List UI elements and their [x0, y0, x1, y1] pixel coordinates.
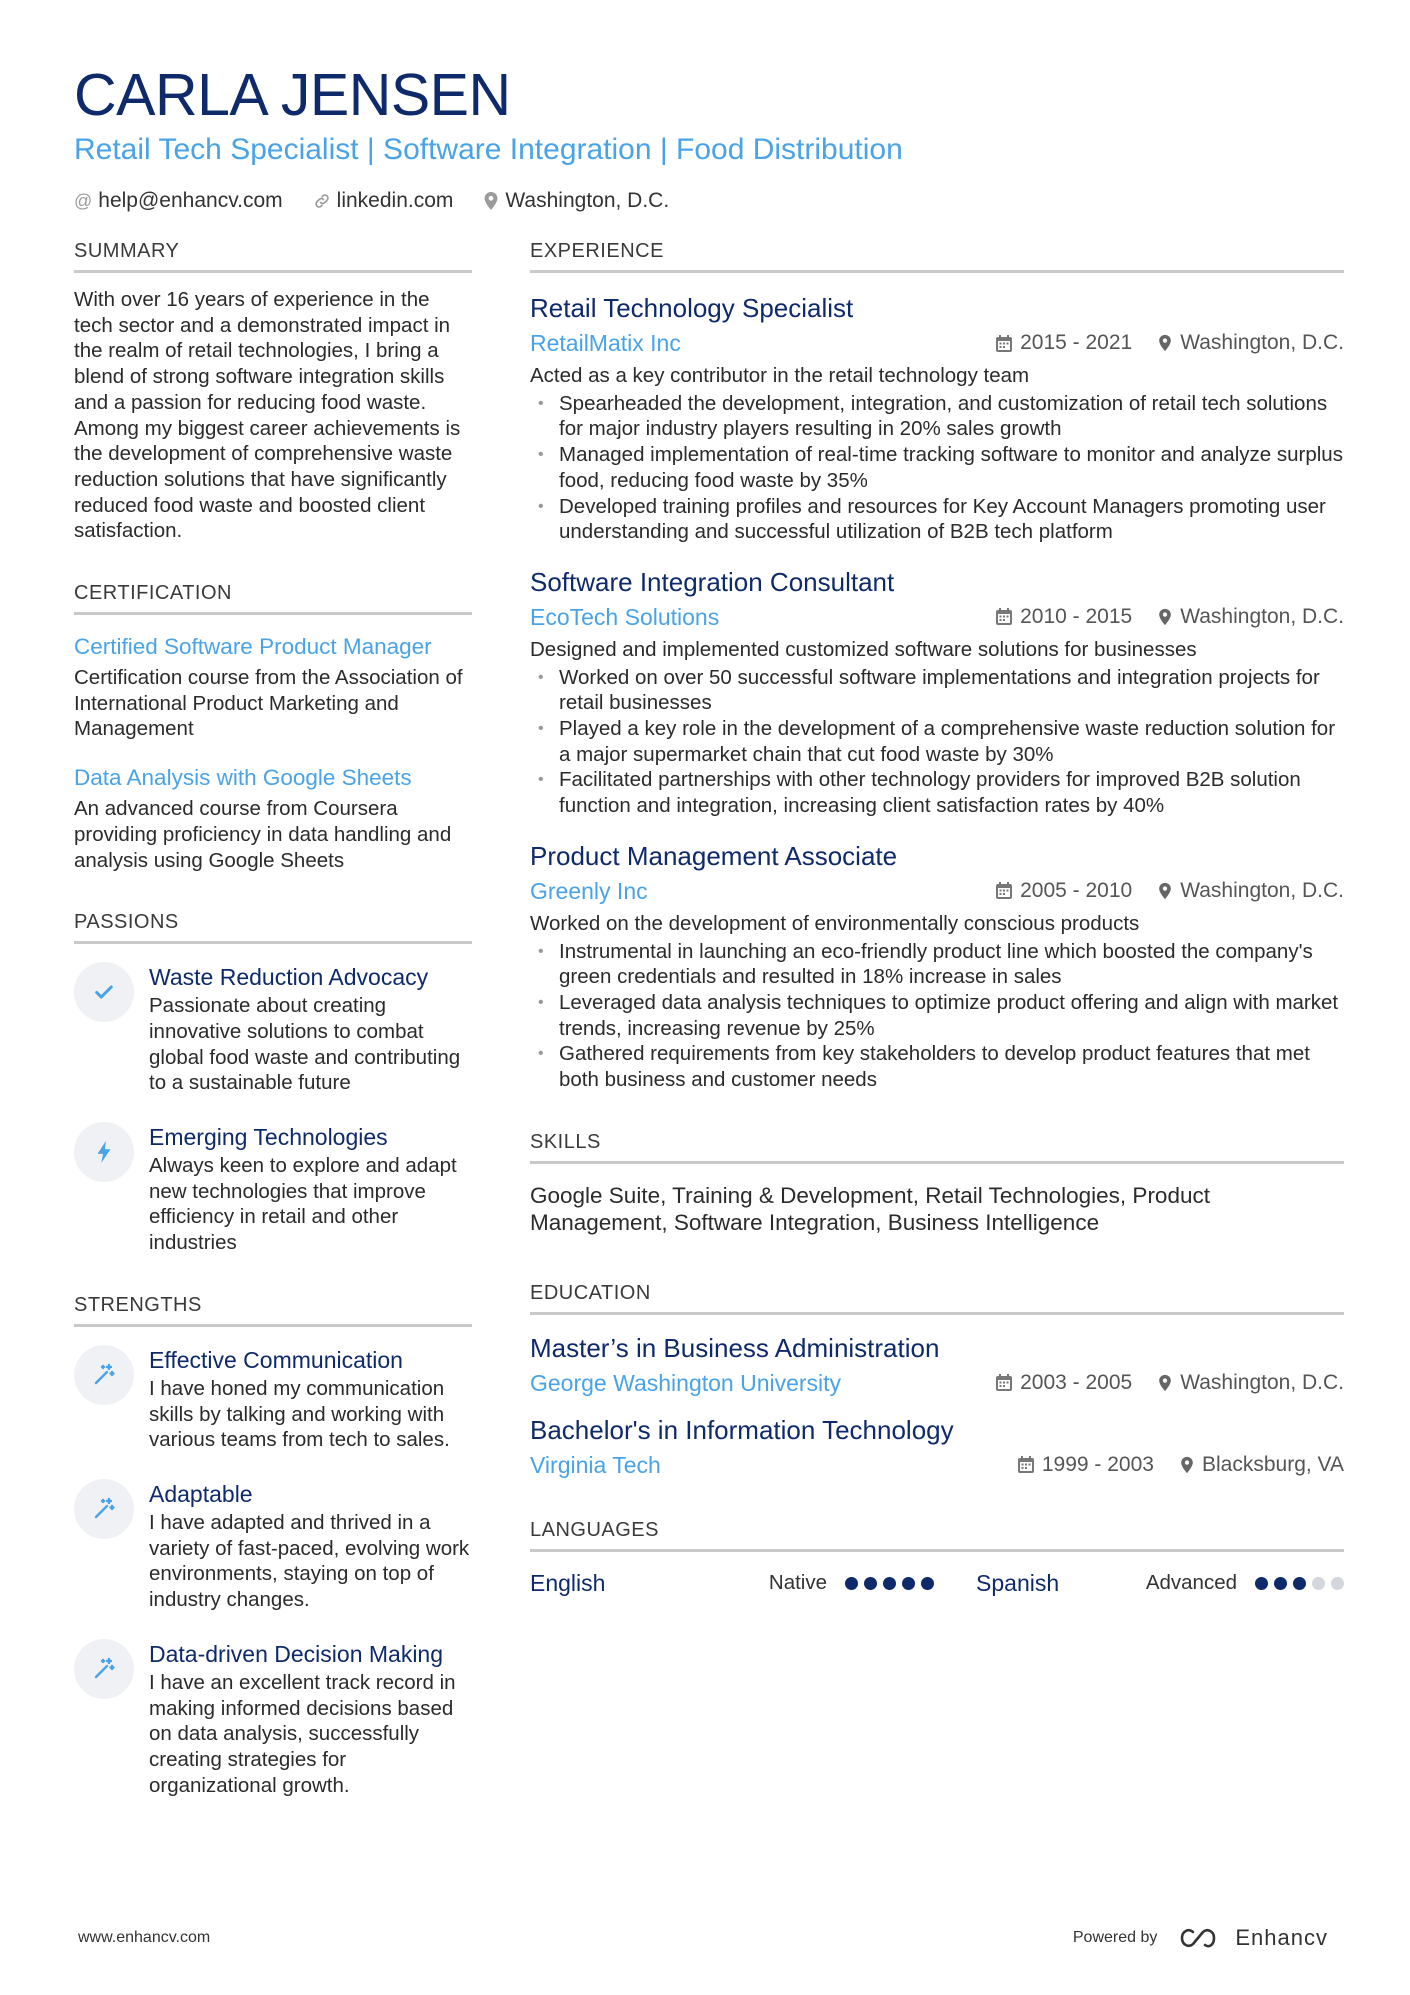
calendar-icon: [996, 882, 1012, 899]
company-name: RetailMatix Inc: [530, 330, 681, 356]
education-entry: [530, 1413, 1344, 1481]
job-bullet: • Leveraged data analysis techniques to optimize product offering and align with market trends, increasing revenue by 25%: [530, 990, 1344, 1041]
language-rating: [845, 1577, 934, 1590]
contact-linkedin[interactable]: [313, 186, 454, 216]
strength-item: [74, 1345, 472, 1453]
resume-header: [74, 60, 1344, 216]
passion-title: Emerging Technologies: [149, 1124, 388, 1151]
certification-desc: An advanced course from Coursera providing proficiency in data handling and analysis using Google Sheets: [74, 797, 452, 872]
rating-dot-filled: [1274, 1577, 1287, 1590]
company-name: Greenly Inc: [530, 877, 648, 904]
contact-location-text: Washington, D.C.: [505, 189, 670, 212]
summary-section: [74, 238, 472, 544]
location-pin-icon: [1158, 608, 1172, 626]
strength-desc: I have adapted and thrived in a variety of fast-paced, evolving work environments, staying on top of industry changes.: [149, 1510, 470, 1612]
job-bullet: • Instrumental in launching an eco-friendly product line which boosted the company's green credentials and resulted in 18% increase in sales: [530, 939, 1344, 990]
job-bullet: • Managed implementation of real-time tracking software to monitor and analyze surplus food, reducing food waste by 35%: [530, 442, 1344, 493]
contact-list: [74, 186, 1344, 216]
certification-title: Data Analysis with Google Sheets: [74, 765, 412, 791]
right-column: [530, 238, 1344, 1633]
skills-heading: SKILLS: [530, 1129, 1344, 1164]
job-location: Washington, D.C.: [1180, 604, 1344, 628]
magic-wand-icon: [74, 1345, 134, 1405]
certification-item: [74, 631, 472, 742]
magic-wand-icon: [74, 1479, 134, 1539]
summary-text: With over 16 years of experience in the tech sector and a demonstrated impact in the realm of retail technologies, I bring a blend of strong software integration skills and a passion for reducing food waste. Among my biggest career achievements is the development of comprehensive waste reduction solutions that have significantly reduced food waste and boosted client satisfaction.: [74, 288, 461, 543]
education-dates: 2003 - 2005: [1020, 1370, 1133, 1394]
education-dates: 1999 - 2003: [1041, 1452, 1154, 1476]
certification-item: [74, 762, 472, 873]
strength-title: Effective Communication: [149, 1346, 403, 1373]
rating-dot-filled: [864, 1577, 877, 1590]
summary-heading: SUMMARY: [74, 238, 472, 273]
location-pin-icon: [1158, 1374, 1172, 1392]
experience-heading: EXPERIENCE: [530, 238, 1344, 273]
education-section: [530, 1280, 1344, 1481]
job-title: Product Management Associate: [530, 840, 898, 871]
skills-section: [530, 1129, 1344, 1236]
passion-item: [74, 962, 472, 1096]
contact-email[interactable]: [74, 186, 283, 216]
job-summary: Worked on the development of environmentally conscious products: [530, 911, 1140, 935]
strengths-heading: STRENGTHS: [74, 1292, 472, 1327]
rating-dot-filled: [902, 1577, 915, 1590]
certification-section: [74, 580, 472, 873]
location-pin-icon: [1180, 1456, 1194, 1474]
passion-desc: Always keen to explore and adapt new technologies that improve efficiency in retail and other industries: [149, 1154, 457, 1255]
rating-dot-filled: [921, 1577, 934, 1590]
lightning-icon: [74, 1122, 134, 1182]
language-level: Advanced: [1145, 1571, 1237, 1595]
company-name: EcoTech Solutions: [530, 603, 720, 630]
passions-section: [74, 909, 472, 1256]
link-icon: [313, 192, 331, 210]
strength-item: [74, 1479, 472, 1613]
contact-email-text: help@enhancv.com: [98, 189, 283, 212]
strength-title: Adaptable: [149, 1480, 253, 1507]
candidate-name: CARLA JENSEN: [74, 62, 511, 128]
calendar-icon: [1018, 1456, 1034, 1473]
calendar-icon: [996, 335, 1012, 352]
strengths-section: [74, 1292, 472, 1798]
rating-dot-empty: [1312, 1577, 1325, 1590]
job-title: Retail Technology Specialist: [530, 293, 854, 323]
job-dates: 2015 - 2021: [1020, 331, 1133, 354]
passion-desc: Passionate about creating innovative solutions to combat global food waste and contributing to a sustainable future: [149, 994, 461, 1095]
job-title: Software Integration Consultant: [530, 566, 895, 597]
rating-dot-filled: [883, 1577, 896, 1590]
language-name: English: [530, 1569, 606, 1596]
language-item: [934, 1570, 1344, 1597]
job-location: Washington, D.C.: [1180, 878, 1344, 902]
contact-location: [483, 186, 669, 216]
location-pin-icon: [483, 192, 499, 210]
magic-wand-icon: [74, 1639, 134, 1699]
brand-logo[interactable]: [1179, 1925, 1328, 1951]
certification-desc: Certification course from the Association of International Product Marketing and Management: [74, 666, 463, 741]
job-bullet: • Gathered requirements from key stakeholders to develop product features that met both business and customer needs: [530, 1041, 1344, 1092]
job-summary: Designed and implemented customized software solutions for businesses: [530, 637, 1197, 661]
rating-dot-filled: [845, 1577, 858, 1590]
language-item: [530, 1570, 934, 1597]
skills-text: Google Suite, Training & Development, Retail Technologies, Product Management, Software Integration, Business Intelligence: [530, 1182, 1210, 1235]
rating-dot-filled: [1293, 1577, 1306, 1590]
rating-dot-filled: [1255, 1577, 1268, 1590]
strength-title: Data-driven Decision Making: [149, 1640, 444, 1667]
job-location: Washington, D.C.: [1180, 331, 1344, 354]
language-rating: [1255, 1577, 1344, 1590]
job-bullets: [530, 665, 1344, 819]
strength-desc: I have honed my communication skills by talking and working with various teams from tech to sales.: [149, 1376, 450, 1452]
degree-title: Master’s in Business Administration: [530, 1332, 940, 1363]
job-entry: [530, 565, 1344, 819]
school-name: George Washington University: [530, 1369, 842, 1396]
certification-heading: CERTIFICATION: [74, 580, 472, 615]
contact-linkedin-text: linkedin.com: [336, 189, 454, 212]
education-heading: EDUCATION: [530, 1280, 1344, 1315]
job-entry: [530, 839, 1344, 1093]
education-location: Washington, D.C.: [1180, 1370, 1344, 1394]
job-dates: 2010 - 2015: [1020, 604, 1133, 628]
strength-desc: I have an excellent track record in making informed decisions based on data analysis, successfully creating strategies for organizational growth.: [149, 1670, 456, 1797]
language-name: Spanish: [976, 1569, 1060, 1596]
experience-section: [530, 238, 1344, 1093]
job-summary: Acted as a key contributor in the retail technology team: [530, 364, 1030, 387]
passion-item: [74, 1122, 472, 1256]
brand-name: Enhancv: [1235, 1925, 1328, 1950]
certification-title: Certified Software Product Manager: [74, 634, 432, 660]
calendar-icon: [996, 1374, 1012, 1391]
job-dates: 2005 - 2010: [1020, 878, 1133, 902]
powered-by-label: Powered by: [1072, 1929, 1158, 1946]
job-bullets: [530, 391, 1344, 545]
strength-item: [74, 1639, 472, 1799]
job-bullet: • Spearheaded the development, integration, and customization of retail tech solutions for major industry players resulting in 20% sales growth: [530, 391, 1344, 442]
job-bullet: • Played a key role in the development of a comprehensive waste reduction solution for a major supermarket chain that cut food waste by 30%: [530, 716, 1344, 767]
location-pin-icon: [1158, 882, 1172, 900]
left-column: [74, 238, 472, 1834]
passions-heading: PASSIONS: [74, 909, 472, 944]
enhancv-logo-icon: [1179, 1926, 1225, 1950]
job-bullet: • Developed training profiles and resources for Key Account Managers promoting user understanding and successful utilization of B2B tech platform: [530, 494, 1344, 545]
degree-title: Bachelor's in Information Technology: [530, 1414, 954, 1445]
candidate-title: Retail Tech Specialist | Software Integration | Food Distribution: [74, 133, 903, 166]
job-entry: [530, 291, 1344, 545]
rating-dot-empty: [1331, 1577, 1344, 1590]
school-name: Virginia Tech: [530, 1451, 661, 1478]
education-entry: [530, 1331, 1344, 1399]
languages-heading: LANGUAGES: [530, 1517, 1344, 1552]
location-pin-icon: [1158, 334, 1172, 352]
at-icon: @: [74, 191, 93, 211]
check-icon: [74, 962, 134, 1022]
job-bullet: • Worked on over 50 successful software implementations and integration projects for retail businesses: [530, 665, 1344, 716]
language-level: Native: [768, 1571, 828, 1595]
passion-title: Waste Reduction Advocacy: [149, 964, 429, 991]
job-bullet: • Facilitated partnerships with other technology providers for improved B2B solution function and integration, increasing client satisfaction rates by 40%: [530, 767, 1344, 818]
education-location: Blacksburg, VA: [1201, 1452, 1344, 1476]
job-bullets: [530, 939, 1344, 1093]
footer-url[interactable]: www.enhancv.com: [78, 1929, 211, 1946]
calendar-icon: [996, 608, 1012, 625]
languages-section: [530, 1517, 1344, 1597]
page-footer: [78, 1925, 1328, 1951]
